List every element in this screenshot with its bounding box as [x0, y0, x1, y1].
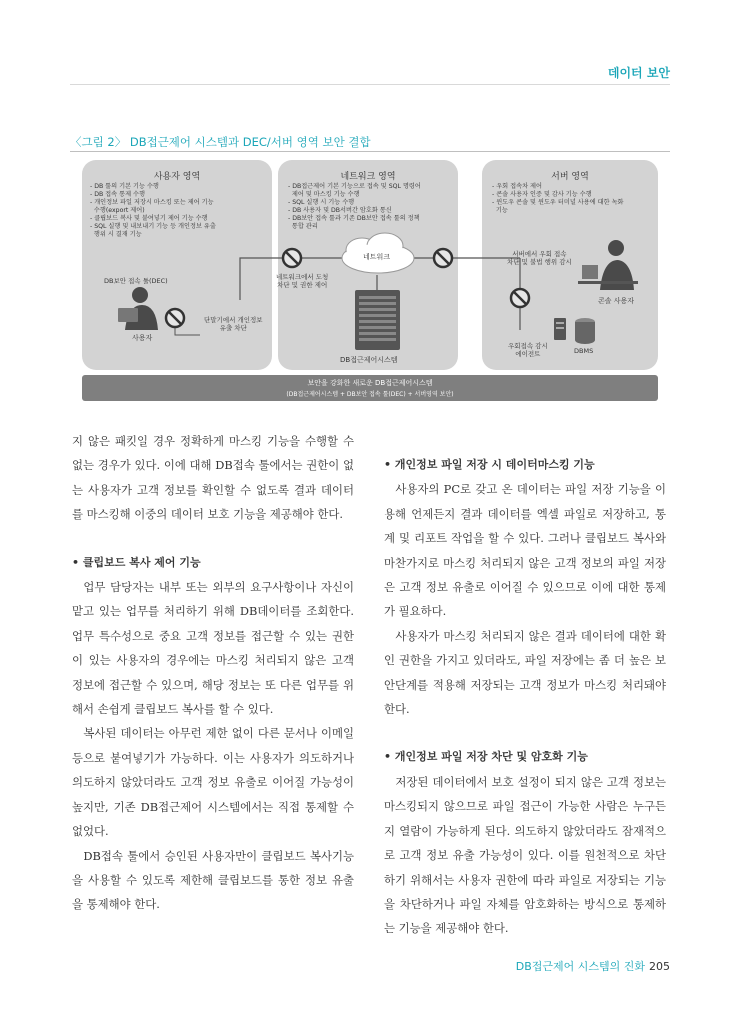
paragraph: DB접속 툴에서 승인된 사용자만이 클립보드 복사기능을 사용할 수 있도록 제한해 클립보드를 통한 정보 유출을 통제해야 한다.: [72, 848, 354, 912]
paragraph: 사용자가 마스킹 처리되지 않은 결과 데이터에 대한 확인 권한을 가지고 있더라도, 파일 저장에는 좀 더 높은 보안단계를 적용해 저장되는 고객 정보가 마스킹 처리돼야 한다.: [384, 628, 666, 717]
list-item: - 윈도우 콘솔 및 윈도우 터미널 사용에 대한 녹화: [492, 199, 624, 206]
agent-icon: [554, 318, 566, 340]
server-zone-title: 서버 영역: [551, 172, 589, 182]
left-column: [72, 429, 354, 917]
db-access-system-label: DB접근제어시스템: [340, 356, 398, 364]
list-item: - 개인정보 파일 저장시 마스킹 또는 제어 기능: [90, 199, 214, 206]
list-item: - 클립보드 복사 및 붙여넣기 제어 기능 수행: [90, 215, 208, 222]
network-block-label: 네트워크에서 도청 차단 및 권한 제어: [276, 273, 329, 289]
network-zone-title: 네트워크 영역: [340, 172, 396, 182]
section-heading: • 개인정보 파일 저장 차단 및 암호화 기능: [384, 750, 588, 764]
network-cloud-label: 네트워크: [363, 253, 391, 261]
section-heading: • 개인정보 파일 저장 시 데이터마스킹 기능: [384, 458, 595, 471]
block-icon: [166, 309, 184, 327]
right-column: [384, 453, 666, 941]
block-icon: [283, 249, 301, 267]
page-number: 205: [649, 960, 670, 973]
user-person-icon: [118, 287, 158, 330]
paragraph: 저장된 데이터에서 보호 설정이 되지 않은 고객 정보는 마스킹되지 않으므로 파일 접근이 가능한 사람은 누구든지 열람이 가능하게 된다. 의도하지 않았더라도 잠재적으로 고객 정보 유출 가능성이 있다. 이를 원천적으로 차단하기 위해서는 사용자 권한에 따라 파일로 저장되는 기능을 차단하거나 파일 자체를 암호화하는 방식으로 통제하는 기능을 제공해야 한다.: [384, 774, 666, 936]
list-item: - 콘솔 사용자 인증 및 감사 기능 수행: [492, 191, 592, 198]
list-item: - DB 사용자 및 DB서버간 암호화 통신: [288, 207, 392, 214]
paragraph: 사용자의 PC로 갖고 온 데이터는 파일 저장 기능을 이용해 언제든지 결과 데이터를 엑셀 파일로 저장하고, 통계 및 리포트 작업을 할 수 있다. 그러나 클립보드 복사와 마찬가지로 마스킹 처리되지 않은 고객 정보의 파일 저장은 고객 정보 유출로 이어질 수 있으므로 이에 대한 통제가 필요하다.: [384, 482, 666, 619]
list-item: - SQL 실행 시 기능 수행: [288, 199, 355, 206]
section-title: 데이터 보안: [607, 66, 670, 80]
list-item: - SQL 실행 및 내보내기 기능 등 개인정보 유출: [90, 223, 216, 230]
dbms-icon: [575, 318, 595, 344]
list-item: 통합 관리: [288, 223, 318, 230]
list-item: - DB보안 접속 툴과 기존 DB보안 접속 툴의 정책: [288, 215, 420, 222]
dec-tool-label: DB보안 접속 툴(DEC): [104, 277, 168, 285]
server-icon: [355, 290, 400, 350]
console-user-icon: [578, 240, 638, 290]
list-item: - 우회 접속차 제어: [492, 183, 542, 190]
list-item: 기능: [492, 207, 508, 214]
footer-title: DB접근제어 시스템의 진화: [515, 960, 645, 973]
block-icon: [511, 289, 529, 307]
list-item: - DB 접속 통제 수행: [90, 191, 145, 198]
bottom-summary-bar: [82, 375, 658, 401]
page-footer: [516, 958, 670, 974]
list-item: - DB 툴의 기본 기능 수행: [90, 183, 159, 190]
figure-caption: 〈그림 2〉 DB접근제어 시스템과 DEC/서버 영역 보안 결합: [70, 135, 371, 149]
user-zone-title: 사용자 영역: [153, 172, 201, 182]
block-icon: [434, 249, 452, 267]
section-heading: • 클립보드 복사 제어 기능: [72, 555, 201, 569]
paragraph: 지 않은 패킷일 경우 정확하게 마스킹 기능을 수행할 수 없는 경우가 있다. 이에 대해 DB접속 툴에서는 권한이 없는 사용자가 고객 정보를 확인할 수 없도록 결과 데이터를 마스킹해 이중의 데이터 보호 기능을 제공해야 한다.: [72, 434, 354, 522]
paragraph: 복사된 데이터는 아무런 제한 없이 다른 문서나 이메일 등으로 붙여넣기가 가능하다. 이는 사용자가 의도하거나 의도하지 않았더라도 고객 정보 유출로 이어질 가능성이 높지만, 기존 DB접근제어 시스템에서는 직접 통제할 수 없었다.: [72, 726, 354, 839]
server-block-label: 서버에서 우회 접속 차단 및 불법 행위 감시: [507, 250, 572, 266]
list-item: 행위 시 결재 기능: [90, 231, 142, 238]
list-item: 수행(export 제어): [90, 207, 145, 214]
agent-label: 우회접속 감시 에이전트: [508, 342, 548, 358]
list-item: 제어 및 마스킹 기능 수행: [288, 191, 360, 198]
console-user-label: 콘솔 사용자: [598, 297, 635, 305]
summary-subtitle: (DB접근제어시스템 + DB보안 접속 툴(DEC) + 서버영역 보안): [286, 391, 454, 398]
user-block-label: 단말기에서 개인정보 유출 차단: [204, 316, 263, 332]
user-label: 사용자: [132, 334, 153, 342]
summary-title: 보안을 강화한 새로운 DB접근제어시스템: [307, 379, 433, 387]
paragraph: 업무 담당자는 내부 또는 외부의 요구사항이나 자신이 맡고 있는 업무를 처리하기 위해 DB데이터를 조회한다. 업무 특수성으로 중요 고객 정보를 접근할 수 있는 권한이 있는 사용자의 경우에는 마스킹 처리되지 않은 고객 정보에 접근할 수 있으며, 해당 정보는 또 다른 업무를 위해서 손쉽게 클립보드 복사를 할 수 있다.: [72, 580, 354, 717]
dbms-label: DBMS: [574, 347, 594, 355]
list-item: - DB접근제어 기본 기능으로 접속 및 SQL 명령어: [288, 183, 421, 190]
